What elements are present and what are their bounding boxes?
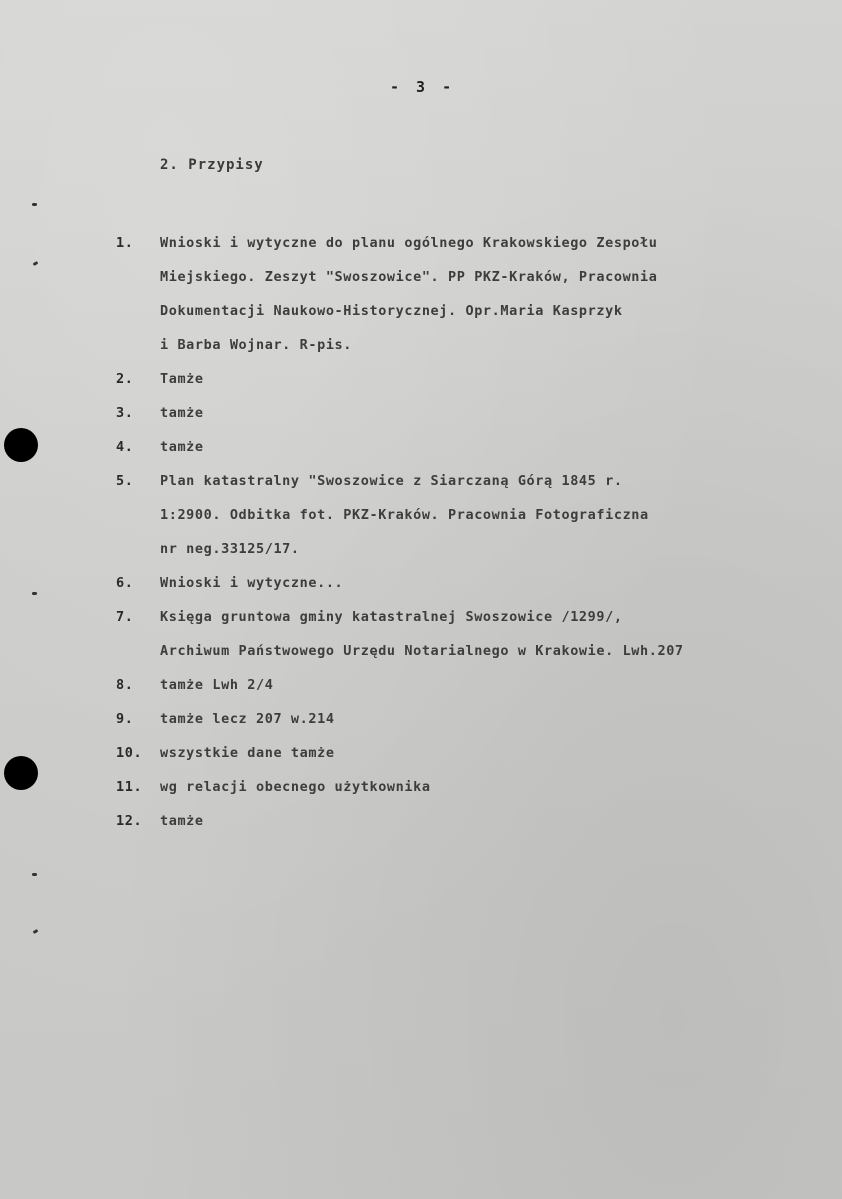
footnote-text-line: Wnioski i wytyczne... [160, 575, 344, 591]
footnote-number: 9. [116, 711, 134, 727]
footnote-text-line: Tamże [160, 371, 204, 387]
footnote-item [116, 396, 816, 430]
punch-hole-upper [4, 428, 38, 462]
footnote-text-line: Plan katastralny "Swoszowice z Siarczaną Górą 1845 r. [160, 473, 623, 489]
footnote-item [116, 770, 816, 804]
footnote-text-line: nr neg.33125/17. [160, 541, 300, 557]
footnote-item [116, 702, 816, 736]
scan-mark [32, 873, 37, 876]
footnote-number: 11. [116, 779, 143, 795]
footnote-number: 12. [116, 813, 143, 829]
footnote-number: 10. [116, 745, 143, 761]
footnote-text-line: Wnioski i wytyczne do planu ogólnego Krakowskiego Zespołu [160, 235, 658, 251]
footnote-number: 8. [116, 677, 134, 693]
footnote-text-line: Archiwum Państwowego Urzędu Notarialnego w Krakowie. Lwh.207 [160, 643, 684, 659]
scan-mark [33, 929, 39, 934]
footnote-text-line: tamże [160, 439, 204, 455]
footnote-item [116, 600, 816, 668]
footnote-item [116, 736, 816, 770]
footnote-text-line: 1:2900. Odbitka fot. PKZ-Kraków. Pracownia Fotograficzna [160, 507, 649, 523]
footnote-item [116, 362, 816, 396]
footnote-item [116, 668, 816, 702]
footnote-text-line: tamże lecz 207 w.214 [160, 711, 335, 727]
page-number: - 3 - [390, 78, 456, 96]
footnote-text-line: wszystkie dane tamże [160, 745, 335, 761]
footnote-text-line: Księga gruntowa gminy katastralnej Swoszowice /1299/, [160, 609, 623, 625]
footnotes-list [116, 226, 816, 838]
footnote-number: 2. [116, 371, 134, 387]
footnote-item [116, 566, 816, 600]
section-title: 2. Przypisy [160, 157, 264, 173]
punch-hole-lower [4, 756, 38, 790]
scan-mark [32, 592, 37, 595]
footnote-number: 7. [116, 609, 134, 625]
footnote-item [116, 430, 816, 464]
footnote-text-line: i Barba Wojnar. R-pis. [160, 337, 353, 353]
footnote-text-line: tamże [160, 405, 204, 421]
footnote-number: 1. [116, 235, 134, 251]
footnote-item [116, 464, 816, 566]
footnote-item [116, 804, 816, 838]
scan-mark [32, 203, 37, 206]
footnote-number: 4. [116, 439, 134, 455]
footnote-text-line: Dokumentacji Naukowo-Historycznej. Opr.Maria Kasprzyk [160, 303, 623, 319]
footnote-number: 3. [116, 405, 134, 421]
footnote-text-line: tamże Lwh 2/4 [160, 677, 274, 693]
footnote-number: 5. [116, 473, 134, 489]
footnote-text-line: Miejskiego. Zeszyt "Swoszowice". PP PKZ-Kraków, Pracownia [160, 269, 658, 285]
footnote-number: 6. [116, 575, 134, 591]
footnote-text-line: tamże [160, 813, 204, 829]
footnote-item [116, 226, 816, 362]
scan-mark [33, 261, 39, 266]
footnote-text-line: wg relacji obecnego użytkownika [160, 779, 431, 795]
